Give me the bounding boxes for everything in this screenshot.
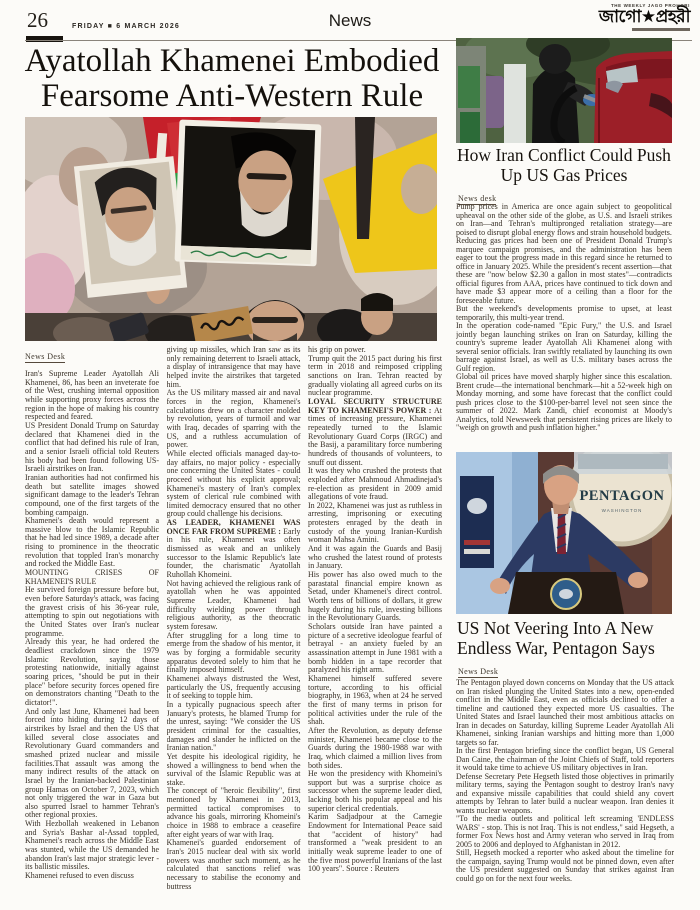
- paragraph: Already this year, he had ordered the deadliest crackdown since the 1979 Islamic Revolution, saying those protesting nationwide, initially against soaring prices, "should be put in their place" before security forces opened fire on demonstrators chanting "Death to the dictator!".: [25, 637, 159, 707]
- lead-photo-khamenei-posters: [25, 117, 437, 341]
- paragraph: But the weekend's developments promise to upset, at least temporarily, this multi-year trend.: [456, 304, 672, 322]
- washington-backdrop-text: WASHINGTON: [601, 508, 643, 513]
- paragraph: Reducing gas prices had been one of President Donald Trump's marquee campaign promises, and the administration has been eager to tout the progress made in this regard since he returned to office in January 2025. While the president's recent assertion—that these are "now below $2.30 a gallon in most states"—contradicts official figures from AAA, prices have continued to tick down and have made $3 appear more of a ceiling than a floor for the foreseeable future.: [456, 236, 672, 305]
- page-number: 26: [27, 8, 48, 32]
- paragraph: Trump quit the 2015 pact during his first term in 2018 and reimposed crippling sanctions on Iran. Tehran reacted by gradually violating all agreed curbs on its nuclear programme.: [308, 353, 442, 398]
- paragraph: his grip on power.: [308, 346, 366, 354]
- pentagon-briefing-photo: [456, 452, 672, 614]
- paragraph: And it was again the Guards and Basij who crushed the latest round of protests in January.: [308, 544, 442, 571]
- paragraph: Still, Hegseth mocked a reporter who asked about the timeline for the campaign, saying Trump would not be pinned down, even after the US president suggested on Sunday that strikes against Iran could go on for the next four weeks.: [456, 848, 674, 883]
- fuel-dispenser: [456, 46, 486, 143]
- paragraph: And only last June, Khamenei had been forced into hiding during 12 days of airstrikes by Israel and then the US that killed several close associates and Revolutionary Guard commanders and smashed prized nuclear and missile facilities.That assault was among the many indirect results of the attack on Israel by the Iranian-backed Palestinian group Hamas on October 7, 2023, which not only triggered the war in Gaza but also spurred Israel to hammer Tehran's other regional proxies.: [25, 706, 159, 820]
- pentagon-article-headline: US Not Veering Into A New Endless War, Pentagon Says: [457, 618, 655, 658]
- lead-column-3: [308, 346, 442, 908]
- paragraph: MOUNTING CRISES OF KHAMENEI'S RULE: [25, 568, 159, 586]
- lead-column-1: [25, 346, 159, 908]
- paragraph: "To the media outlets and political left screaming 'ENDLESS WARS' - stop. This is not Iraq. This is not endless," said Hegseth, a former Fox News host and Army veteran who served in Iraq from 2005 to 2006 and deployed to Afghanistan in 2012.: [456, 814, 674, 849]
- paragraph: Khamenei's guarded endorsement of Iran's 2015 nuclear deal with six world powers was another such moment, as he calculated that sanctions relief was necessary to stabilise the economy and buttress: [166, 838, 301, 891]
- paragraph: Iranian authorities had not confirmed his death but satellite images showed significant damage to the leader's Tehran compound, one of the first targets of the bombing campaign.: [25, 472, 159, 517]
- khamenei-poster-center: [175, 119, 322, 266]
- paragraph: After struggling for a long time to emerge from the shadow of his mentor, it was by forging a formidable security apparatus devoted solely to him that he finally imposed himself.: [166, 630, 301, 675]
- paragraph: His power has also owed much to the parastatal financial empire known as Setad, under Khamenei's direct control. Worth tens of billions of dollars, it grew hugely during his rule, investing billions in the Revolutionary Guards.: [308, 570, 442, 623]
- paragraph: Pump prices in America are once again subject to geopolitical upheaval on the other side of the globe, as U.S. and Israeli strikes on Iran—and Tehran's multipronged retaliation strategy—are poised to disrupt global energy flows and strain household budgets.: [456, 203, 672, 237]
- paragraph: The Pentagon played down concerns on Monday that the US attack on Iran risked plunging the United States into a new, open-ended conflict in the Middle East, even as officials declined to offer a timeline and cautioned they expected more US casualties. The United States and Israel launched their most ambitious attacks on Iran in decades on Saturday, killing Supreme Leader Ayatollah Ali Khamenei, sinking Iranian warships and hitting more than 1,000 targets so far.: [456, 679, 674, 747]
- paragraph: Khamenei always distrusted the West, particularly the US, frequently accusing it of seeking to topple him.: [166, 673, 301, 701]
- paragraph: It was they who crushed the protests that exploded after Mahmoud Ahmadinejad's re-election as president in 2009 amid allegations of vote fraud.: [308, 466, 442, 502]
- pentagon-article-body: [456, 679, 674, 907]
- paragraph: As the US military massed air and naval forces in the region, Khamenei's calculations drew on a character molded by revolution, years of turmoil and war with Iraq, decades of sparring with the US, and a ruthless accumulation of power.: [166, 388, 301, 450]
- gas-article-body: [456, 203, 672, 449]
- gas-article-byline: News desk: [458, 194, 497, 203]
- paragraph: In the first Pentagon briefing since the conflict began, US General Dan Caine, the chairman of the Joint Chiefs of Staff, told reporters it would take time to achieve US military objectives in Iran.: [456, 746, 674, 772]
- paragraph: While elected officials managed day-to-day affairs, no major policy - especially one concerning the United States - could proceed without his explicit approval; Khamenei's mastery of Iran's complex system of clerical rule combined with limited democracy ensured that no other group could challenge his decisions.: [166, 448, 301, 519]
- lead-column-3-text: [308, 346, 442, 874]
- pentagon-backdrop-text: PENTAGON: [579, 488, 665, 504]
- paragraph: He survived foreign pressure before but, even before Saturday's attack, was facing the gravest crisis of his 36-year rule, attempting to spin out negotiations with the United States over Iran's nuclear programme.: [25, 585, 159, 638]
- paragraph: Not having achieved the religious rank of ayatollah when he was appointed Supreme Leader, Khamenei had difficulty wielding power through religious authority, as the theocratic system foresaw.: [166, 578, 301, 631]
- paragraph: US President Donald Trump on Saturday declared that Khamenei died in the conflict that had defined his rule of Iran, and a senior Israeli official told Reuters his body had been found following US-Israeli airstrikes on Iran.: [25, 420, 159, 474]
- gas-pump-photo: [456, 38, 672, 143]
- paragraph: Karim Sadjadpour at the Carnegie Endowment for International Peace said that "accident of history" had transformed a "weak president to an initially weak supreme leader to one of the five most powerful Iranians of the last 100 years". Source : Reuters: [308, 812, 442, 874]
- paragraph: With Hezbollah weakened in Lebanon and Syria's Bashar al-Assad toppled, Khamenei's reach across the Middle East was stunted, while the US demanded he abandon Iran's last major strategic lever - its ballistic missiles.: [25, 819, 159, 872]
- paragraph: In the operation code-named "Epic Fury," the U.S. and Israel jointly began launching strikes on Iran on Saturday, killing the country's supreme leader Ayatollah Ali Khamenei along with several senior officials. Iran swiftly retaliated by launching its own barrage against Israel, as well as U.S. military bases across the Gulf region.: [456, 321, 672, 373]
- masthead-logo: [530, 3, 690, 31]
- page-number-underline: [26, 36, 63, 42]
- paragraph: He won the presidency with Khomeini's support but was a surprise choice as successor when the supreme leader died, lacking both his popular appeal and his superior clerical credentials.: [308, 769, 442, 813]
- paragraph: Global oil prices have moved sharply higher since this escalation. Brent crude—the international benchmark—hit a 52-week high on Monday morning, and some have forecast that the conflict could push prices close to the $100-per-barrel level not seen since the summer of 2022. Mark Zandi, chief economist at Moody's Analytics, told Newsweek that persistent rising prices are likely to "weigh on growth and push inflation higher.": [456, 372, 672, 432]
- section-title: News: [328, 11, 372, 30]
- paragraph: Khamenei's death would represent a massive blow to the Islamic Republic that he had led since 1989, a decade after rising to prominence in the theocratic revolution that toppled Iran's monarchy and rocked the Middle East.: [25, 516, 159, 569]
- lead-column-2-text: [167, 346, 301, 891]
- red-car: [594, 51, 672, 143]
- paragraph: In 2022, Khamenei was just as ruthless in arresting, imprisoning or executing protesters enraged by the death in custody of the young Iranian-Kurdish woman Mahsa Amini.: [308, 500, 442, 545]
- lead-article-body: [25, 346, 442, 908]
- masthead-tagline-top: THE WEEKLY JAGO PROHORI: [610, 3, 690, 8]
- paragraph: The concept of "heroic flexibility", first mentioned by Khamenei in 2013, permitted tactical compromises to advance his goals, mirroring Khomeini's choice in 1988 to embrace a ceasefire after eight years of war with Iraq.: [166, 786, 301, 839]
- date-line: FRIDAY ■ 6 MARCH 2026: [72, 23, 181, 30]
- masthead-title: জাগো★প্রহরী: [598, 7, 690, 27]
- paragraph: Khamenei himself suffered severe torture, according to his official biography, in 1963, when at 24 he served the first of many terms in prison for political activities under the rule of the shah.: [308, 673, 442, 727]
- masthead-tagline-bottom: [632, 28, 690, 31]
- paragraph: Iran's Supreme Leader Ayatollah Ali Khamenei, 86, has been an inveterate foe of the West, crushing internal opposition while supporting proxy forces across the region in the hope of making his country respected and feared.: [25, 369, 159, 422]
- paragraph: LOYAL SECURITY STRUCTURE KEY TO KHAMENEI'S POWER : At times of increasing pressure, Khamenei repeatedly turned to the Islamic Revolutionary Guard Corps (IRGC) and the Basij, a paramilitary force numbering hundreds of thousands of volunteers, to snuff out dissent.: [308, 396, 442, 467]
- podium: [508, 572, 624, 614]
- lead-column-1-text: [25, 370, 159, 881]
- paragraph: Defense Secretary Pete Hegseth listed those objectives in primarily military terms, saying the Pentagon sought to destroy Iran's navy and expansive missile capabilities that could shield any covert attempts by Tehran to later build a nuclear weapon. Iran denies it wants nuclear weapons.: [456, 771, 674, 815]
- gas-article-headline: How Iran Conflict Could Push Up US Gas Prices: [457, 145, 671, 185]
- lead-column-2: [167, 346, 301, 908]
- lead-headline: Ayatollah Khamenei Embodied Fearsome Anti-Western Rule: [24, 43, 440, 114]
- paragraph: After the Revolution, as deputy defense minister, Khamenei became close to the Guards during the 1980-1988 war with Iraq, which claimed a million lives from both sides.: [308, 725, 442, 770]
- paragraph: Khamenei refused to even discuss: [25, 871, 134, 881]
- paragraph: In a typically pugnacious speech after January's protests, he blamed Trump for the unrest, saying: "We consider the US president criminal for the casualties, damages and slander he inflicted on the Iranian nation.": [166, 699, 301, 753]
- department-flag: [460, 476, 494, 568]
- paragraph: giving up missiles, which Iran saw as its only remaining deterrent to Israeli attack, a display of intransigence that may have helped invite the airstrikes that targeted him.: [166, 346, 301, 389]
- pentagon-article-byline: News Desk: [458, 667, 499, 676]
- khamenei-poster-left: [74, 156, 187, 298]
- paragraph: AS LEADER, KHAMENEI WAS ONCE FAR FROM SUPREME : Early in his rule, Khamenei was often dismissed as weak and an unlikely successor to the Islamic Republic's late founder, the charismatic Ayatollah Ruhollah Khomeini.: [166, 518, 301, 580]
- paragraph: Yet despite his ideological rigidity, he showed a willingness to bend when the survival of the Islamic Republic was at stake.: [166, 751, 301, 787]
- lead-byline: News Desk: [25, 352, 66, 361]
- paragraph: Scholars outside Iran have painted a picture of a secretive ideologue fearful of betrayal - an anxiety fueled by an assassination attempt in June 1981 with a bomb hidden in a tape recorder that paralyzed his right arm.: [308, 622, 442, 675]
